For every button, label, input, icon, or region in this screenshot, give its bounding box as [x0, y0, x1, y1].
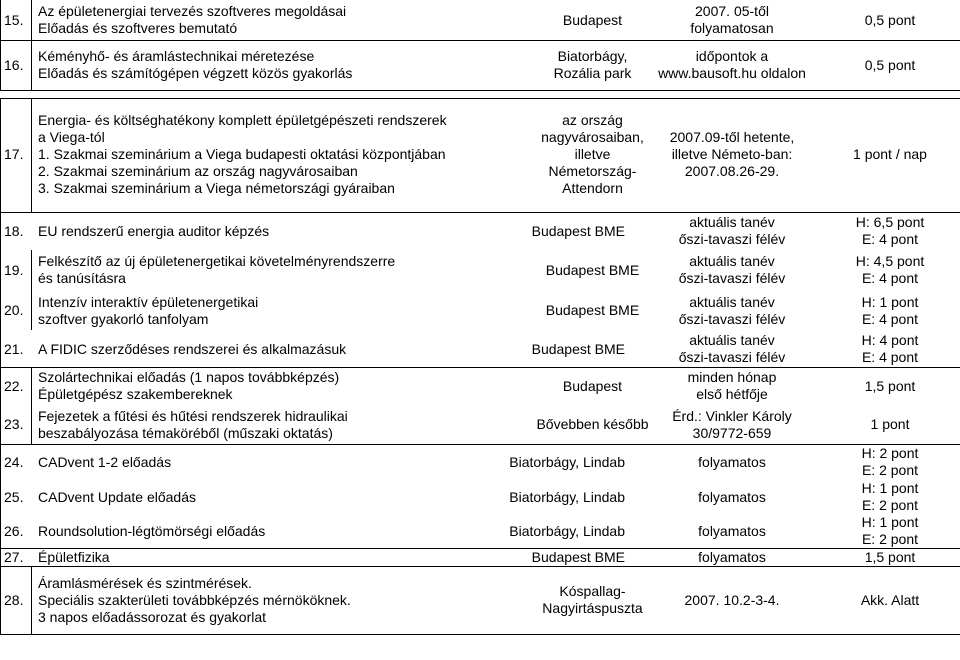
- row-points: [820, 548, 960, 566]
- row-points-line: E: 4 pont: [861, 270, 919, 286]
- row-place-line: Nagyirtáspuszta: [542, 600, 643, 616]
- table-row: [0, 0, 960, 40]
- table-row: [0, 514, 960, 548]
- row-points: [820, 444, 960, 480]
- row-divider: [0, 90, 960, 91]
- row-title-line: Kéményhő- és áramlástechnikai méretezése: [38, 48, 315, 64]
- row-points: [820, 480, 960, 514]
- row-title-line: Fejezetek a fűtési és hűtési rendszerek hidraulikai: [38, 407, 348, 424]
- row-title-line: Áramlásmérések és szintmérések.: [38, 574, 252, 591]
- row-title-line: Előadás és szoftveres bemutató: [38, 20, 238, 36]
- row-place: [500, 444, 625, 480]
- row-title-line: 3 napos előadássorozat és gyakorlat: [38, 608, 267, 625]
- row-time-line: aktuális tanév: [689, 253, 775, 269]
- row-time-line: első hétfője: [696, 386, 768, 402]
- row-points-line: 0,5 pont: [864, 11, 916, 28]
- table-row: [0, 250, 960, 290]
- row-place: [500, 212, 625, 250]
- row-time-line: őszi-tavaszi félév: [678, 231, 786, 247]
- row-title: [38, 0, 508, 40]
- row-divider: [0, 98, 960, 99]
- row-points-line: E: 4 pont: [861, 231, 919, 247]
- table-row: [0, 480, 960, 514]
- row-time: [642, 514, 822, 548]
- row-place-line: Budapest BME: [545, 302, 640, 318]
- row-time-line: 30/9772-659: [692, 424, 772, 441]
- row-number-text: 15.: [4, 11, 24, 28]
- row-points: [820, 514, 960, 548]
- row-points: [820, 250, 960, 290]
- row-points-line: 1 pont: [870, 416, 910, 432]
- row-number-text: 22.: [4, 377, 24, 394]
- row-points-line: 1,5 pont: [864, 548, 916, 565]
- row-title-line: szoftver gyakorló tanfolyam: [38, 310, 209, 327]
- row-number: [4, 480, 32, 514]
- table-row: [0, 290, 960, 331]
- row-time-line: 2007.08.26-29.: [684, 162, 780, 179]
- row-place-line: nagyvárosaiban,: [541, 128, 644, 145]
- row-time-line: minden hónap: [687, 369, 777, 385]
- column-divider: [31, 98, 32, 212]
- row-title-line: a Viega-tól: [38, 128, 105, 145]
- row-time-line: időpontok a: [695, 48, 769, 64]
- table-row: [0, 212, 960, 250]
- row-place-line: Biatorbágy,: [557, 48, 628, 64]
- row-number-text: 17.: [4, 145, 24, 162]
- row-title: [38, 250, 508, 290]
- row-divider: [0, 566, 960, 567]
- table-row: [0, 548, 960, 566]
- row-time: [642, 367, 822, 405]
- column-divider: [0, 40, 1, 90]
- row-title: [38, 98, 508, 210]
- row-points: [820, 331, 960, 367]
- row-time-line: őszi-tavaszi félév: [678, 349, 786, 365]
- row-number-text: 21.: [4, 340, 24, 357]
- row-number-text: 26.: [4, 522, 24, 539]
- column-divider: [31, 566, 32, 634]
- row-number: [4, 331, 32, 367]
- row-place-line: Budapest BME: [531, 340, 625, 357]
- row-place-line: Biatorbágy, Lindab: [509, 488, 625, 505]
- row-time-line: folyamatos: [698, 488, 766, 505]
- row-divider: [0, 367, 960, 368]
- row-time-line: www.bausoft.hu oldalon: [658, 65, 806, 81]
- row-title-line: CADvent Update előadás: [38, 488, 196, 505]
- row-number-text: 20.: [4, 302, 24, 318]
- row-points: [820, 40, 960, 90]
- row-number: [4, 98, 32, 210]
- row-place-line: Biatorbágy, Lindab: [509, 522, 625, 539]
- row-number: [4, 548, 32, 566]
- row-points: [820, 290, 960, 331]
- row-number-text: 28.: [4, 591, 24, 608]
- row-number: [4, 250, 32, 290]
- row-time-line: folyamatosan: [690, 20, 774, 36]
- row-place-line: Attendorn: [562, 179, 623, 196]
- row-number: [4, 444, 32, 480]
- row-title-line: Az épületenergiai tervezés szoftveres megoldásai: [38, 3, 347, 19]
- table-row: [0, 566, 960, 634]
- row-points-line: H: 1 pont: [861, 293, 919, 310]
- row-time: [642, 566, 822, 634]
- row-title-line: Roundsolution-légtömörségi előadás: [38, 522, 266, 539]
- row-time-line: Érd.: Vinkler Károly: [672, 407, 792, 424]
- row-points-line: H: 1 pont: [861, 514, 919, 530]
- row-title-line: EU rendszerű energia auditor képzés: [38, 222, 270, 239]
- row-points: [820, 367, 960, 405]
- row-number: [4, 367, 32, 405]
- row-title-line: 3. Szakmai szeminárium a Viega németországi gyáraiban: [38, 179, 395, 196]
- row-divider: [0, 40, 960, 41]
- row-title: [38, 367, 508, 405]
- row-title-line: Épületfizika: [38, 548, 110, 565]
- row-place-line: az ország: [562, 111, 623, 128]
- row-time: [642, 0, 822, 40]
- row-number-text: 19.: [4, 261, 24, 278]
- row-time: [642, 40, 822, 90]
- table-row: [0, 98, 960, 210]
- row-time-line: folyamatos: [698, 522, 766, 539]
- row-time: [642, 250, 822, 290]
- table-row: [0, 405, 960, 444]
- row-points-line: 1,5 pont: [864, 377, 916, 394]
- row-place-line: Budapest BME: [531, 222, 625, 239]
- row-number: [4, 514, 32, 548]
- row-place: [500, 331, 625, 367]
- row-title-line: 1. Szakmai szeminárium a Viega budapesti oktatási központjában: [38, 145, 446, 162]
- row-title-line: Előadás és számítógépen végzett közös gyakorlás: [38, 65, 353, 81]
- row-number-text: 16.: [4, 56, 24, 73]
- row-title-line: beszabályozása témaköréből (műszaki oktatás): [38, 424, 333, 441]
- row-points: [820, 405, 960, 444]
- row-title-line: Intenzív interaktív épületenergetikai: [38, 293, 259, 310]
- row-time-line: 2007. 05-től: [695, 3, 769, 19]
- row-time-line: 2007. 10.2-3-4.: [684, 591, 780, 608]
- row-time-line: folyamatos: [698, 548, 766, 565]
- row-number: [4, 0, 32, 40]
- row-number: [4, 40, 32, 90]
- row-points-line: 0,5 pont: [864, 56, 916, 73]
- row-time-line: folyamatos: [698, 453, 766, 470]
- row-points-line: 1 pont / nap: [853, 145, 927, 162]
- row-place-line: Budapest BME: [531, 548, 625, 565]
- row-title-line: és tanúsításra: [38, 270, 126, 286]
- row-divider: [0, 548, 960, 549]
- row-number-text: 27.: [4, 548, 24, 565]
- row-number: [4, 405, 32, 444]
- row-title-line: CADvent 1-2 előadás: [38, 453, 172, 470]
- column-divider: [0, 98, 1, 634]
- row-title: [38, 566, 508, 634]
- row-title-line: 2. Szakmai szeminárium az ország nagyvárosaiban: [38, 162, 358, 179]
- column-divider: [31, 367, 32, 444]
- row-divider: [0, 444, 960, 445]
- row-number: [4, 290, 32, 331]
- row-title-line: A FIDIC szerződéses rendszerei és alkalmazásuk: [38, 340, 347, 357]
- row-title-line: Épületgépész szakembereknek: [38, 386, 233, 402]
- row-time: [642, 444, 822, 480]
- row-number-text: 18.: [4, 222, 24, 239]
- row-place-line: Budapest: [562, 11, 623, 28]
- row-title: [38, 405, 508, 444]
- row-time-line: aktuális tanév: [689, 293, 775, 310]
- table-row: [0, 331, 960, 367]
- row-points-line: H: 2 pont: [861, 445, 919, 461]
- row-points-line: H: 4 pont: [861, 332, 919, 348]
- row-points-line: E: 4 pont: [861, 349, 919, 365]
- row-title: [38, 290, 508, 331]
- row-title-line: Energia- és költséghatékony komplett épületgépészeti rendszerek: [38, 111, 447, 128]
- row-number-text: 25.: [4, 488, 24, 505]
- row-place-line: Bővebben később: [536, 416, 649, 432]
- row-place-line: Rozália park: [553, 65, 632, 81]
- row-time-line: őszi-tavaszi félév: [678, 310, 786, 327]
- row-points-line: E: 2 pont: [861, 462, 919, 478]
- column-divider: [31, 0, 32, 40]
- row-points: [820, 98, 960, 210]
- row-time: [642, 480, 822, 514]
- row-place: [500, 514, 625, 548]
- row-time: [642, 331, 822, 367]
- row-time-line: 2007.09-től hetente,: [669, 128, 795, 145]
- row-place-line: Németország-: [548, 162, 637, 179]
- row-title-line: Felkészítő az új épületenergetikai követelményrendszerre: [38, 253, 396, 269]
- row-title: [38, 40, 508, 90]
- column-divider: [0, 0, 1, 40]
- row-time: [642, 290, 822, 331]
- row-points-line: E: 4 pont: [861, 310, 919, 327]
- row-points-line: H: 1 pont: [861, 480, 919, 496]
- table-row: [0, 367, 960, 405]
- row-time: [642, 405, 822, 444]
- row-time-line: aktuális tanév: [689, 214, 775, 230]
- row-title-line: Speciális szakterületi továbbképzés mérnököknek.: [38, 591, 351, 608]
- row-place-line: Budapest: [562, 377, 623, 394]
- row-number-text: 23.: [4, 416, 24, 432]
- row-points-line: E: 2 pont: [861, 531, 919, 547]
- row-number: [4, 212, 32, 250]
- row-time-line: aktuális tanév: [689, 332, 775, 348]
- row-points-line: E: 2 pont: [861, 497, 919, 513]
- table-row: [0, 444, 960, 480]
- column-divider: [31, 250, 32, 330]
- column-divider: [31, 40, 32, 90]
- row-place-line: Budapest BME: [545, 261, 640, 278]
- row-points-line: Akk. Alatt: [860, 591, 920, 608]
- row-points: [820, 212, 960, 250]
- row-place-line: Biatorbágy, Lindab: [509, 453, 625, 470]
- row-number-text: 24.: [4, 453, 24, 470]
- row-points-line: H: 4,5 pont: [855, 253, 925, 269]
- row-place: [500, 480, 625, 514]
- row-place: [500, 548, 625, 566]
- table-row: [0, 40, 960, 90]
- row-number: [4, 566, 32, 634]
- row-time: [642, 212, 822, 250]
- row-points: [820, 0, 960, 40]
- row-time-line: illetve Németo-ban:: [671, 145, 793, 162]
- row-place-line: Kóspallag-: [559, 583, 626, 599]
- row-place-line: illetve: [574, 145, 611, 162]
- row-points: [820, 566, 960, 634]
- row-divider: [0, 212, 960, 213]
- row-points-line: H: 6,5 pont: [855, 214, 925, 230]
- row-time: [642, 548, 822, 566]
- row-time: [642, 98, 822, 210]
- row-title-line: Szolártechnikai előadás (1 napos továbbképzés): [38, 369, 340, 385]
- row-time-line: őszi-tavaszi félév: [678, 270, 786, 286]
- row-divider: [0, 634, 960, 635]
